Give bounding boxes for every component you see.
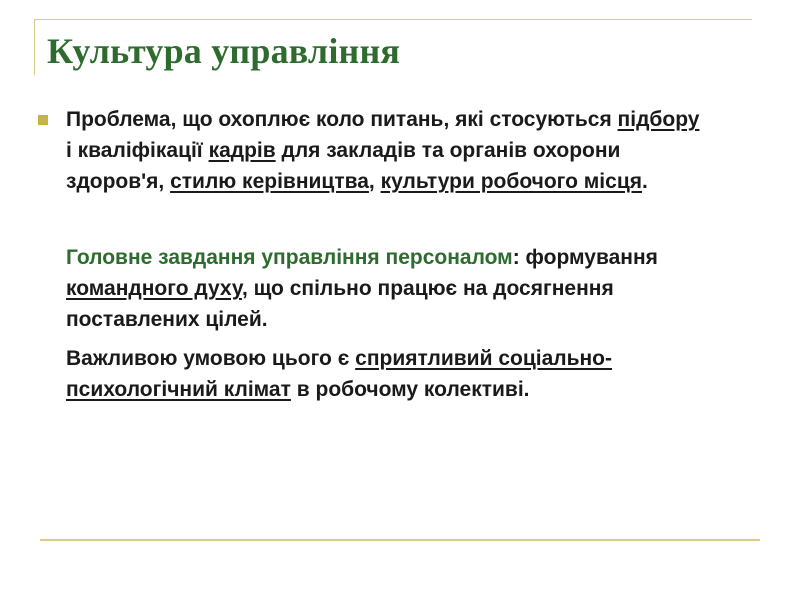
bottom-divider <box>40 539 760 541</box>
term-leadership-style: стилю керівництва <box>170 170 369 193</box>
text-segment: . <box>642 170 648 193</box>
main-task-heading: Головне завдання управління персоналом <box>66 246 513 269</box>
text-segment: і кваліфікації <box>66 139 209 162</box>
top-divider <box>34 19 752 20</box>
paragraph-condition <box>66 343 706 405</box>
slide-body <box>66 104 706 405</box>
term-personnel: кадрів <box>208 139 276 162</box>
term-workplace-culture: культури робочого місця <box>380 170 642 193</box>
text-segment: в робочому колективі. <box>290 378 530 401</box>
slide-title: Культура управління <box>47 31 401 71</box>
text-segment: Проблема, що охоплює коло питань, які стосуються <box>66 108 618 131</box>
left-divider <box>34 19 35 75</box>
text-segment: , що спільно працює на досягнення поставлених цілей. <box>66 277 614 331</box>
term-team-spirit: командного духу <box>66 277 242 300</box>
text-segment: : формування <box>512 246 658 269</box>
paragraph-main-task <box>66 242 706 335</box>
text-segment: Важливою умовою цього є <box>66 347 356 370</box>
text-segment: для закладів та органів охорони здоров'я, <box>66 139 621 193</box>
term-favorable-climate: сприятливий соціально-психологічний клімат <box>66 347 613 401</box>
paragraph-problem <box>66 104 706 197</box>
text-segment: , <box>368 170 381 193</box>
square-bullet-icon <box>38 115 48 125</box>
term-selection: підбору <box>617 108 700 131</box>
